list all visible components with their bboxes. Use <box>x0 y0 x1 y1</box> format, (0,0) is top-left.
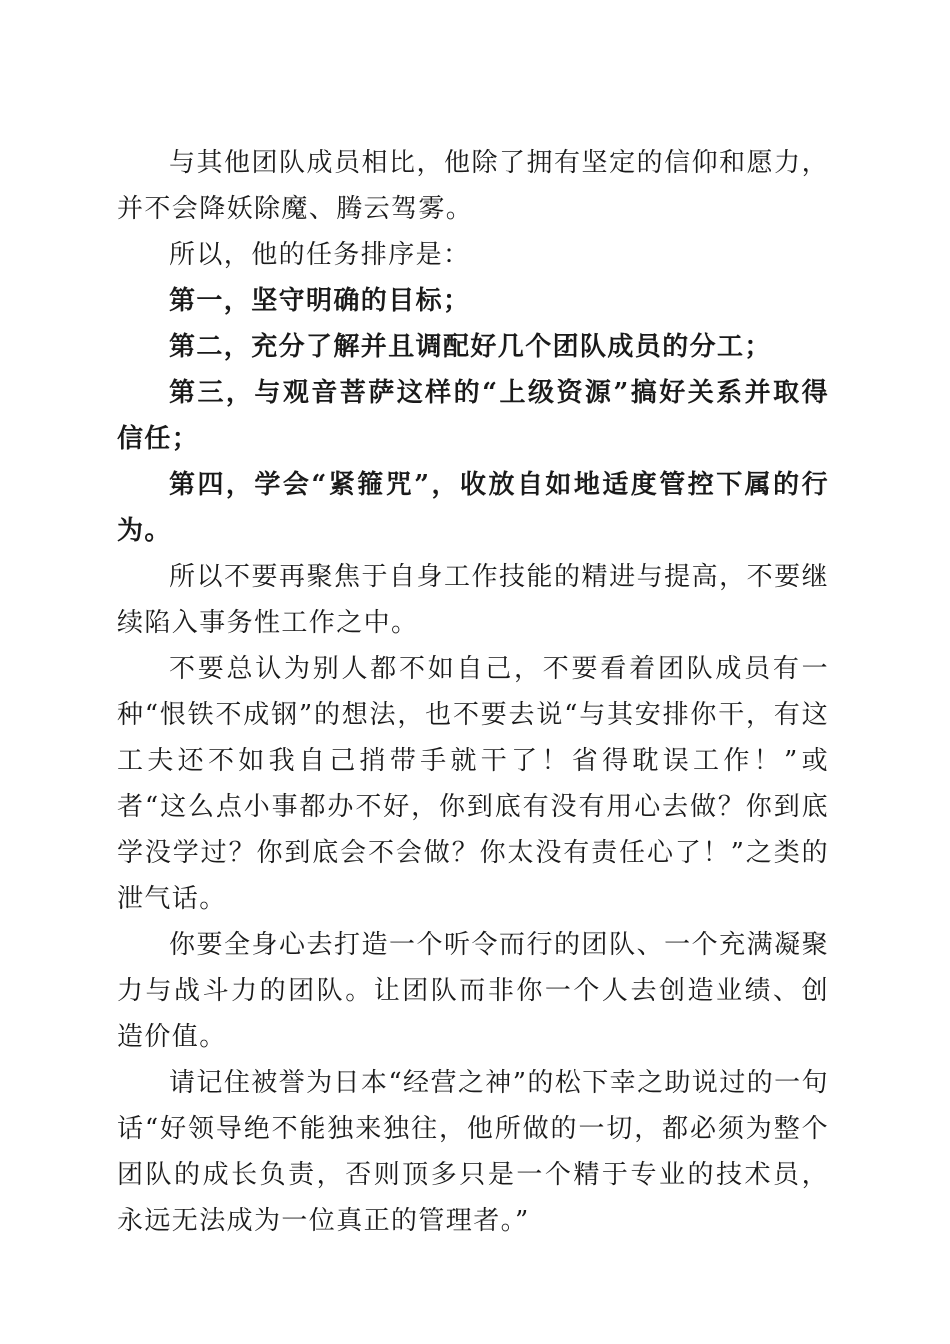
paragraph-task-first: 第一，坚守明确的目标； <box>169 286 471 316</box>
paragraph-task-order-intro: 所以，他的任务排序是： <box>169 240 471 270</box>
document-body <box>117 140 829 1244</box>
paragraph-matsushita-quote: 请记住被誉为日本“经营之神”的松下幸之助说过的一句话“好领导绝不能独来独往，他所做的一切，都必须为整个团队的成长负责，否则顶多只是一个精于专业的技术员，永远无法成为一位真正的管理者。” <box>117 1068 829 1236</box>
paragraph-task-third: 第三，与观音菩萨这样的“上级资源”搞好关系并取得信任； <box>117 378 829 454</box>
paragraph-task-second: 第二，充分了解并且调配好几个团队成员的分工； <box>169 332 772 362</box>
paragraph-build-team: 你要全身心去打造一个听令而行的团队、一个充满凝聚力与战斗力的团队。让团队而非你一个人去创造业绩、创造价值。 <box>117 930 829 1052</box>
paragraph-stop-focusing-on-skills: 所以不要再聚焦于自身工作技能的精进与提高，不要继续陷入事务性工作之中。 <box>117 562 829 638</box>
paragraph-task-fourth: 第四，学会“紧箍咒”，收放自如地适度管控下属的行为。 <box>117 470 829 546</box>
paragraph-team-comparison: 与其他团队成员相比，他除了拥有坚定的信仰和愿力，并不会降妖除魔、腾云驾雾。 <box>117 148 829 224</box>
paragraph-do-not-complain: 不要总认为别人都不如自己，不要看着团队成员有一种“恨铁不成钢”的想法，也不要去说“与其安排你干，有这工夫还不如我自己捎带手就干了！省得耽误工作！”或者“这么点小事都办不好，你到底有没有用心去做？你到底学没学过？你到底会不会做？你太没有责任心了！”之类的泄气话。 <box>117 654 829 914</box>
